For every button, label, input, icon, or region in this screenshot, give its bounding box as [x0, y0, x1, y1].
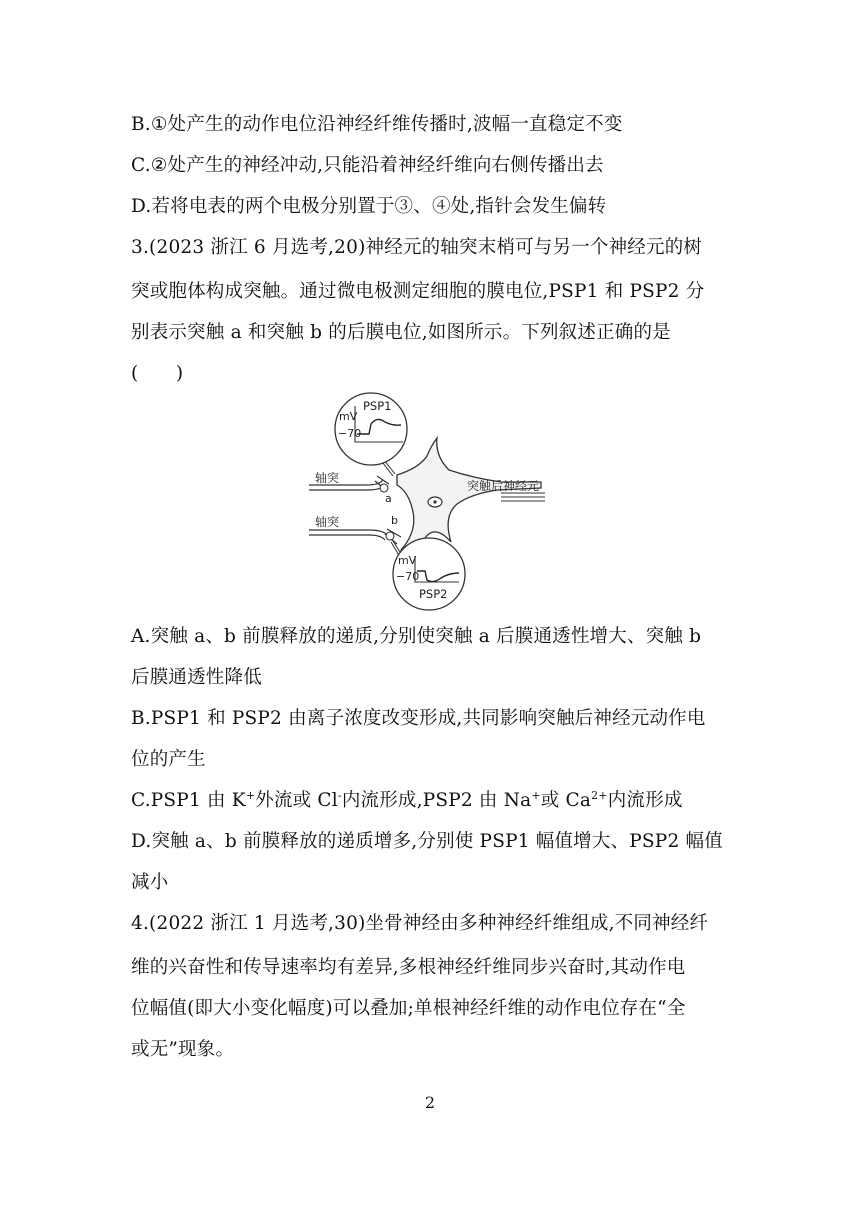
psp2-resting-value: −70 [396, 570, 420, 583]
question-4-line-2: 维的兴奋性和传导速率均有差异,多根神经纤维同步兴奋时,其动作电 [131, 957, 686, 978]
option-b-q2: B.①处产生的动作电位沿神经纤维传播时,波幅一直稳定不变 [131, 114, 623, 135]
page-number: 2 [424, 1093, 436, 1112]
option-c-text-1: C.PSP1 由 K [131, 790, 246, 811]
option-d-q3-line-2: 减小 [131, 872, 169, 893]
synapse-a-terminal [380, 484, 388, 492]
option-c-text-2: 外流或 Cl [255, 790, 338, 811]
psp2-label: PSP2 [419, 587, 448, 601]
psp1-label: PSP1 [363, 399, 392, 413]
answer-blank: ( ) [131, 363, 184, 384]
option-d-q3-line-1: D.突触 a、b 前膜释放的递质增多,分别使 PSP1 幅值增大、PSP2 幅值 [131, 831, 723, 852]
option-a-q3-line-2: 后膜通透性降低 [131, 667, 262, 688]
option-b-q3-line-1: B.PSP1 和 PSP2 由离子浓度改变形成,共同影响突触后神经元动作电 [131, 708, 706, 729]
superscript-cl-charge: - [337, 789, 342, 802]
psp1-resting-value: −70 [338, 427, 362, 440]
psp2-unit: mV [398, 554, 417, 567]
postsynaptic-neuron [397, 438, 541, 550]
synapse-figure [305, 392, 565, 614]
superscript-k-charge: + [245, 789, 256, 802]
axon-label-bottom: 轴突 [315, 515, 340, 529]
option-a-q3-line-1: A.突触 a、b 前膜释放的递质,分别使突触 a 后膜通透性增大、突触 b [131, 626, 702, 647]
superscript-ca-charge: 2+ [591, 789, 608, 802]
question-4-line-3: 位幅值(即大小变化幅度)可以叠加;单根神经纤维的动作电位存在“全 [131, 998, 686, 1019]
option-c-text-5: 内流形成 [607, 790, 683, 811]
question-4-line-4: 或无”现象。 [131, 1039, 235, 1060]
psp1-unit: mV [339, 410, 358, 423]
question-4-line-1: 4.(2022 浙江 1 月选考,30)坐骨神经由多种神经纤维组成,不同神经纤 [131, 913, 709, 934]
option-d-q2: D.若将电表的两个电极分别置于③、④处,指针会发生偏转 [131, 196, 607, 217]
nucleolus [433, 500, 436, 503]
postsynaptic-label: 突触后神经元 [467, 479, 540, 493]
option-b-q3-line-2: 位的产生 [131, 749, 206, 770]
synapse-b-terminal [386, 532, 394, 540]
postsynaptic-axon [501, 493, 545, 501]
option-c-text-3: 内流形成,PSP2 由 Na [341, 790, 532, 811]
option-c-q3 [131, 788, 741, 814]
synapse-a-label: a [385, 492, 392, 505]
option-c-text-4: 或 Ca [540, 790, 592, 811]
question-3-line-3: 别表示突触 a 和突触 b 的后膜电位,如图所示。下列叙述正确的是 [131, 322, 671, 343]
option-c-q2: C.②处产生的神经冲动,只能沿着神经纤维向右侧传播出去 [131, 155, 604, 176]
question-3-line-1: 3.(2023 浙江 6 月选考,20)神经元的轴突末梢可与另一个神经元的树 [131, 237, 703, 258]
synapse-b-label: b [391, 514, 398, 527]
axon-label-top: 轴突 [315, 471, 340, 485]
question-3-line-2: 突或胞体构成突触。通过微电极测定细胞的膜电位,PSP1 和 PSP2 分 [131, 281, 705, 302]
superscript-na-charge: + [531, 789, 541, 802]
